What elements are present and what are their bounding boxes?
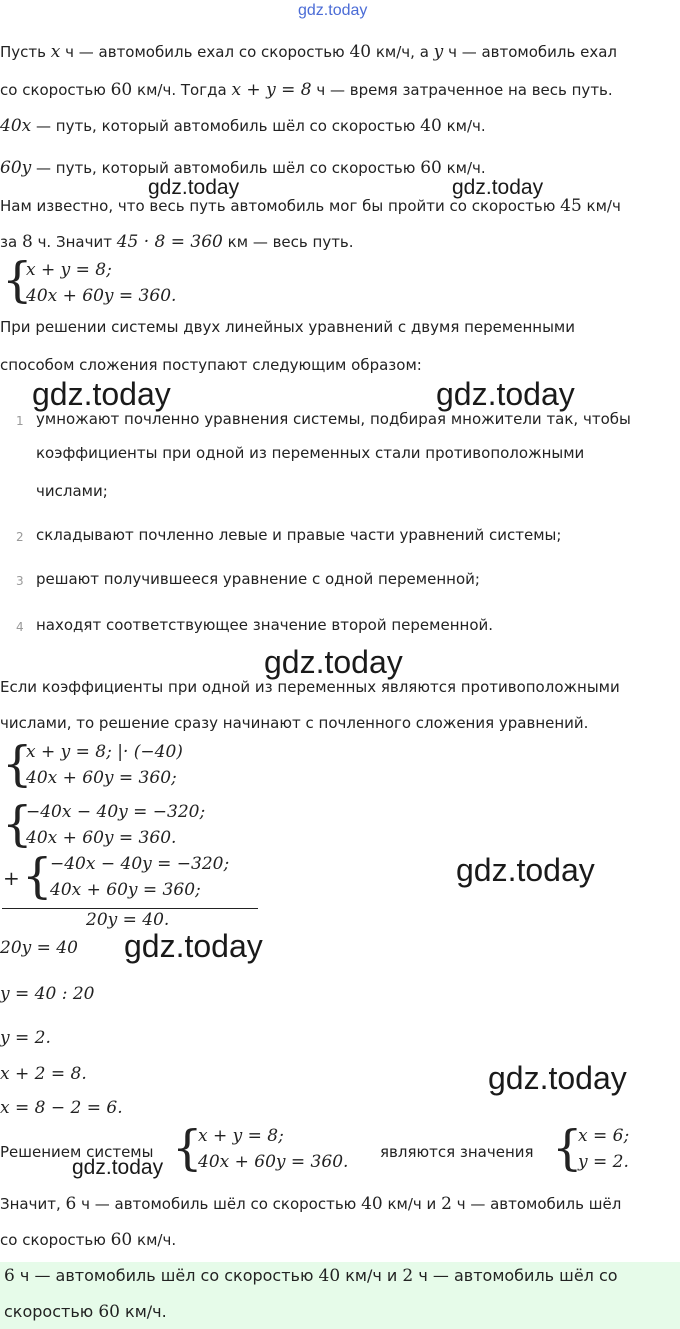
watermark: gdz.today [452,176,544,199]
paragraph: Пусть x ч — автомобиль ехал со скоростью 40 км/ч, а y ч — автомобиль ехал [0,42,617,62]
list-item: решают получившееся уравнение с одной переменной; [36,570,480,588]
watermark: gdz.today [32,376,171,412]
paragraph: со скоростью 60 км/ч. Тогда x + y = 8 ч — время затраченное на весь путь. [0,80,613,100]
answer-line: скоростью 60 км/ч. [4,1302,167,1322]
equation: 40x + 60y = 360. [26,286,177,306]
list-number: 4 [16,620,24,634]
equation: 40x + 60y = 360. [198,1152,349,1172]
paragraph: Значит, 6 ч — автомобиль шёл со скоростью 40 км/ч и 2 ч — автомобиль шёл [0,1194,622,1214]
equation: −40x − 40y = −320; [50,854,230,874]
equation: y = 40 : 20 [0,984,95,1004]
equation: x = 6; [578,1126,630,1146]
equation: 40x + 60y = 360; [26,768,177,788]
equation: 20y = 40 [0,938,78,958]
paragraph: со скоростью 60 км/ч. [0,1230,177,1250]
list-number: 2 [16,530,24,544]
paragraph: Нам известно, что весь путь автомобиль мог бы пройти со скоростью 45 км/ч [0,196,621,216]
paragraph: способом сложения поступают следующим образом: [0,356,422,374]
answer-line: 6 ч — автомобиль шёл со скоростью 40 км/ч и 2 ч — автомобиль шёл со [4,1266,618,1286]
equation: 40x + 60y = 360; [50,880,201,900]
watermark: gdz.today [72,1156,164,1179]
watermark: gdz.today [456,852,595,888]
list-number: 1 [16,414,24,428]
brace: { [172,1120,203,1176]
paragraph: 60y — путь, который автомобиль шёл со скоростью 60 км/ч. [0,158,486,178]
equation: x + y = 8; |· (−40) [26,742,183,762]
watermark: gdz.today [148,176,240,199]
watermark: gdz.today [264,644,403,680]
list-item: складывают почленно левые и правые части уравнений системы; [36,526,562,544]
equation: 20y = 40. [86,910,170,930]
brace: { [2,736,33,792]
list-item: умножают почленно уравнения системы, подбирая множители так, чтобы [36,410,631,428]
watermark-top: gdz.today [298,2,368,19]
plus-sign: + [3,866,20,890]
equation: −40x − 40y = −320; [26,802,206,822]
equation: 40x + 60y = 360. [26,828,177,848]
watermark: gdz.today [436,376,575,412]
watermark: gdz.today [488,1060,627,1096]
equation: x + y = 8; [26,260,112,280]
equation: y = 2. [578,1152,629,1172]
list-number: 3 [16,574,24,588]
equation: y = 2. [0,1028,51,1048]
paragraph: за 8 ч. Значит 45 · 8 = 360 км — весь путь. [0,232,354,252]
brace: { [552,1120,583,1176]
equation: x = 8 − 2 = 6. [0,1098,123,1118]
brace: { [2,796,33,852]
equation: x + y = 8; [198,1126,284,1146]
list-item: находят соответствующее значение второй переменной. [36,616,494,634]
paragraph: числами, то решение сразу начинают с почленного сложения уравнений. [0,714,589,732]
paragraph: При решении системы двух линейных уравнений с двумя переменными [0,318,575,336]
paragraph: Если коэффициенты при одной из переменных являются противоположными [0,678,620,696]
sum-line [2,908,258,909]
equation: x + 2 = 8. [0,1064,87,1084]
brace: { [22,848,53,904]
paragraph: являются значения [380,1143,534,1161]
list-item: числами; [36,482,108,500]
paragraph: 40x — путь, который автомобиль шёл со скоростью 40 км/ч. [0,116,486,136]
paragraph: Решением системы [0,1143,154,1161]
list-item: коэффициенты при одной из переменных стали противоположными [36,444,585,462]
watermark: gdz.today [124,928,263,964]
brace: { [2,252,33,308]
